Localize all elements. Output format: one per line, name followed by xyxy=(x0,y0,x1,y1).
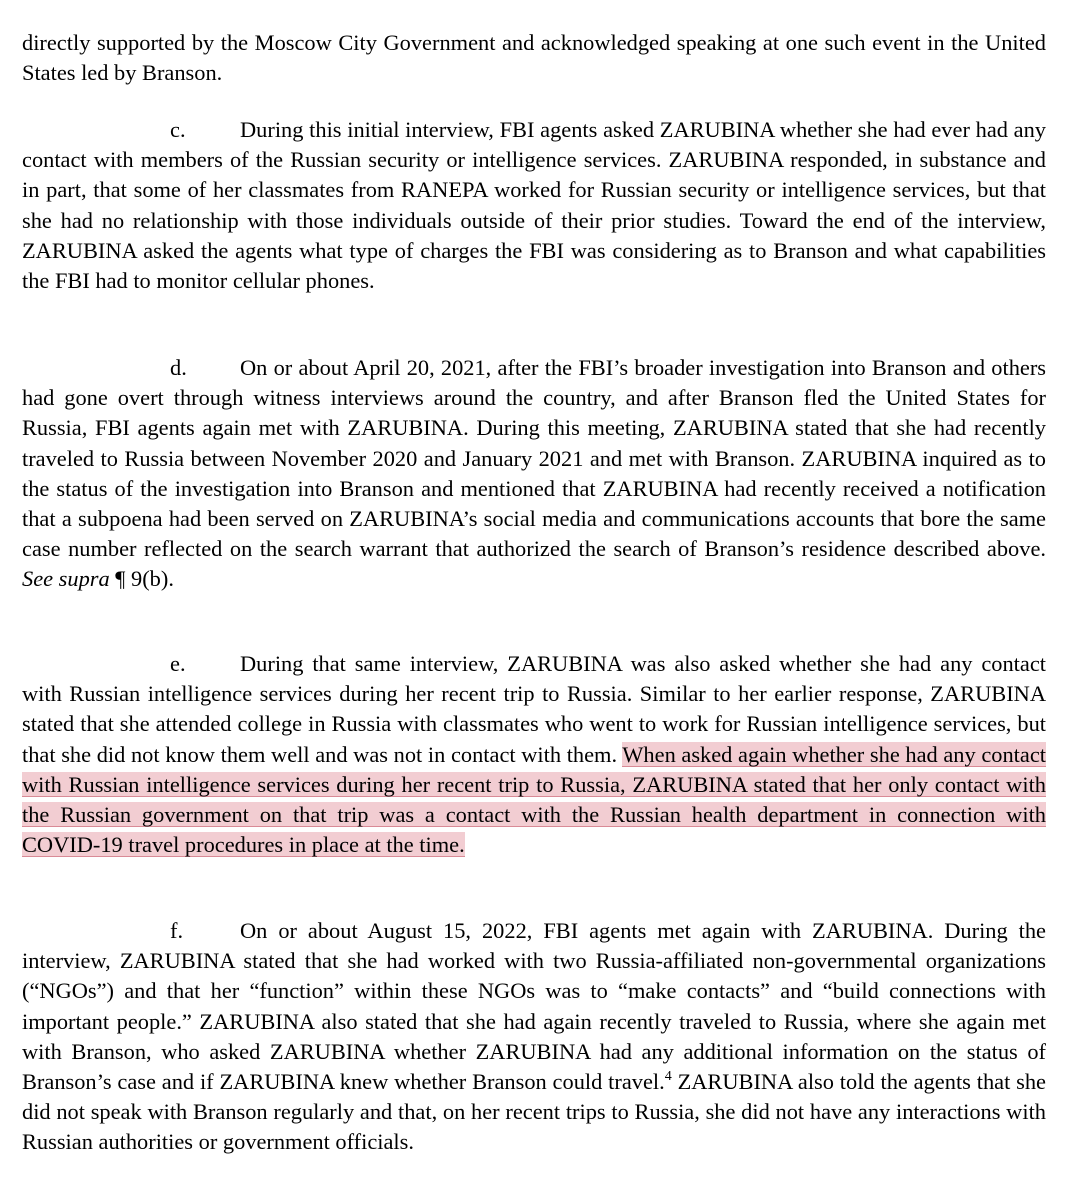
paragraph-e-highlighted-text: When asked again whether she had any contact with Russian intelligence services during her recent trip to Russia, ZARUBINA stated that her only contact with the Russian government on that trip was a contact with the Russian health department in connection with COVID-19 travel procedures in place at the time. xyxy=(22,741,1046,858)
paragraph-e xyxy=(22,649,1046,860)
paragraph-f-text: On or about August 15, 2022, FBI agents met again with ZARUBINA. During the interview, ZARUBINA stated that she had worked with two Russia-affiliated non-governmental organizations (“NGOs”) and that her “function” within these NGOs was to “make contacts” and “build connections with important people.” ZARUBINA also stated that she had again recently traveled to Russia, where she again met with Branson, who asked ZARUBINA whether ZARUBINA had any additional information on the status of Branson’s case and if ZARUBINA knew whether Branson could travel. xyxy=(22,918,1046,1095)
paragraph-intro xyxy=(22,28,1046,88)
paragraph-c-marker: c. xyxy=(170,117,186,142)
footnote-reference[interactable]: 4 xyxy=(664,1069,672,1085)
paragraph-f-marker: f. xyxy=(170,918,184,943)
paragraph-e-text: During that same interview, ZARUBINA was also asked whether she had any contact with Russian intelligence services during her recent trip to Russia. Similar to her earlier response, ZARUBINA stated that she attended college in Russia with classmates who went to work for Russian intelligence services, but that she did not know them well and was not in contact with them. xyxy=(22,651,1046,767)
paragraph-f xyxy=(22,916,1046,1158)
paragraph-d xyxy=(22,353,1046,595)
paragraph-f-text-after: ZARUBINA also told the agents that she did not speak with Branson regularly and that, on her recent trips to Russia, she did not have any interactions with Russian authorities or government officials. xyxy=(22,1069,1046,1155)
paragraph-d-text: On or about April 20, 2021, after the FBI’s broader investigation into Branson and others had gone overt through witness interviews around the country, and after Branson fled the United States for Russia, FBI agents again met with ZARUBINA. During this meeting, ZARUBINA stated that she had recently traveled to Russia between November 2020 and January 2021 and met with Branson. ZARUBINA inquired as to the status of the investigation into Branson and mentioned that ZARUBINA had recently received a notification that a subpoena had been served on ZARUBINA’s social media and communications accounts that bore the same case number reflected on the search warrant that authorized the search of Branson’s residence described above. xyxy=(22,355,1046,562)
paragraph-intro-text: directly supported by the Moscow City Government and acknowledged speaking at one such event in the United States led by Branson. xyxy=(22,30,1046,86)
paragraph-c-text: During this initial interview, FBI agents asked ZARUBINA whether she had ever had any contact with members of the Russian security or intelligence services. ZARUBINA responded, in substance and in part, that some of her classmates from RANEPA worked for Russian security or intelligence services, but that she had no relationship with those individuals outside of their prior studies. Toward the end of the interview, ZARUBINA asked the agents what type of charges the FBI was considering as to Branson and what capabilities the FBI had to monitor cellular phones. xyxy=(22,117,1046,294)
paragraph-e-marker: e. xyxy=(170,651,186,676)
paragraph-d-citation-italic: See supra xyxy=(22,566,110,592)
paragraph-d-marker: d. xyxy=(170,355,187,380)
paragraph-d-citation: ¶ 9(b). xyxy=(109,566,174,592)
paragraph-c xyxy=(22,115,1046,296)
